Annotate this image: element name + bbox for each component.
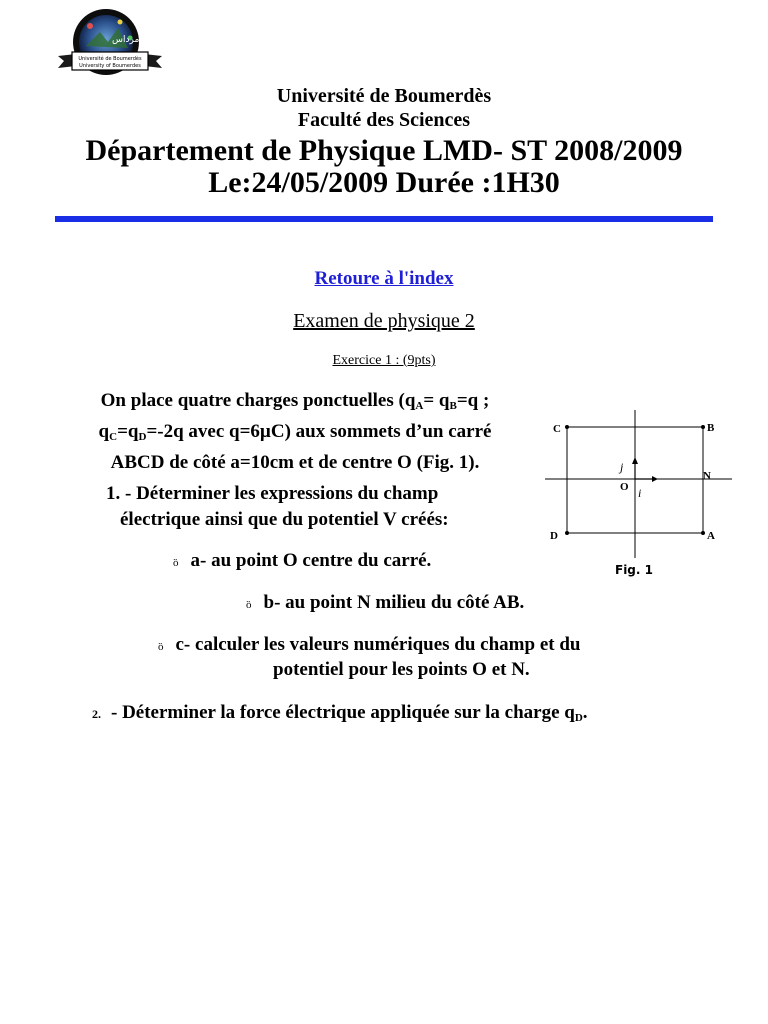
back-to-index-link[interactable]: Retoure à l'index: [314, 268, 454, 289]
figure-1-square-diagram: [540, 408, 740, 583]
charge-b-dot: [701, 425, 705, 429]
statement-line-3: ABCD de côté a=10cm et de centre O (Fig. 1).: [110, 452, 480, 473]
charge-a-dot: [701, 531, 705, 535]
question-2-number: 2.: [92, 707, 101, 721]
svg-text:جامعة بومرداس: جامعة بومرداس: [112, 35, 172, 45]
question-1-line-1: 1. - Déterminer les expressions du champ: [106, 483, 439, 504]
exercise-heading: Exercice 1 : (9pts): [332, 353, 436, 368]
header-divider: [55, 216, 713, 222]
charge-c-dot: [565, 425, 569, 429]
label-i: i: [638, 486, 642, 500]
faculty-name: Faculté des Sciences: [297, 109, 471, 131]
question-1b: ȍ b- au point N milieu du côté AB.: [246, 590, 524, 618]
bullet-icon: ȍ: [173, 557, 179, 569]
university-name: Université de Boumerdès: [276, 85, 492, 107]
department-title: Département de Physique LMD- ST 2008/2009: [85, 134, 683, 167]
label-o: O: [620, 481, 629, 493]
vector-i-arrow: [635, 476, 658, 482]
question-1c-line-2: potentiel pour les points O et N.: [273, 659, 530, 680]
svg-text:University of Boumerdes: University of Boumerdes: [79, 63, 141, 69]
question-1-line-2: électrique ainsi que du potentiel V créés:: [120, 509, 449, 530]
bullet-icon: ȍ: [158, 641, 164, 653]
question-2: 2. - Déterminer la force électrique appliquée sur la charge $q_D$.: [92, 702, 588, 724]
exam-title: Examen de physique 2: [293, 310, 475, 332]
question-1c-line-1: ȍ c- calculer les valeurs numériques du champ et du: [158, 632, 580, 660]
svg-text:Université de Boumerdès: Université de Boumerdès: [78, 56, 142, 62]
question-1a: ȍ a- au point O centre du carré.: [173, 548, 431, 576]
university-logo: [56, 8, 172, 80]
bullet-icon: ȍ: [246, 599, 252, 611]
charge-d-dot: [565, 531, 569, 535]
exercise-statement: [30, 388, 560, 475]
label-d: D: [550, 530, 558, 542]
label-b: B: [707, 422, 715, 434]
figure-caption: Fig. 1: [615, 563, 653, 577]
label-a: A: [707, 530, 715, 542]
label-n: N: [703, 470, 711, 482]
exam-date-duration: Le:24/05/2009 Durée :1H30: [208, 166, 560, 199]
vector-j-arrow: [632, 457, 638, 479]
statement-line-1: On place quatre charges ponctuelles ($q_A= q_B=q$ ;: [100, 390, 490, 412]
label-c: C: [553, 423, 561, 435]
label-j: j: [620, 460, 624, 474]
statement-line-2: $q_C=q_D=-2q$ avec q=6µC) aux sommets d’un carré: [98, 421, 492, 443]
